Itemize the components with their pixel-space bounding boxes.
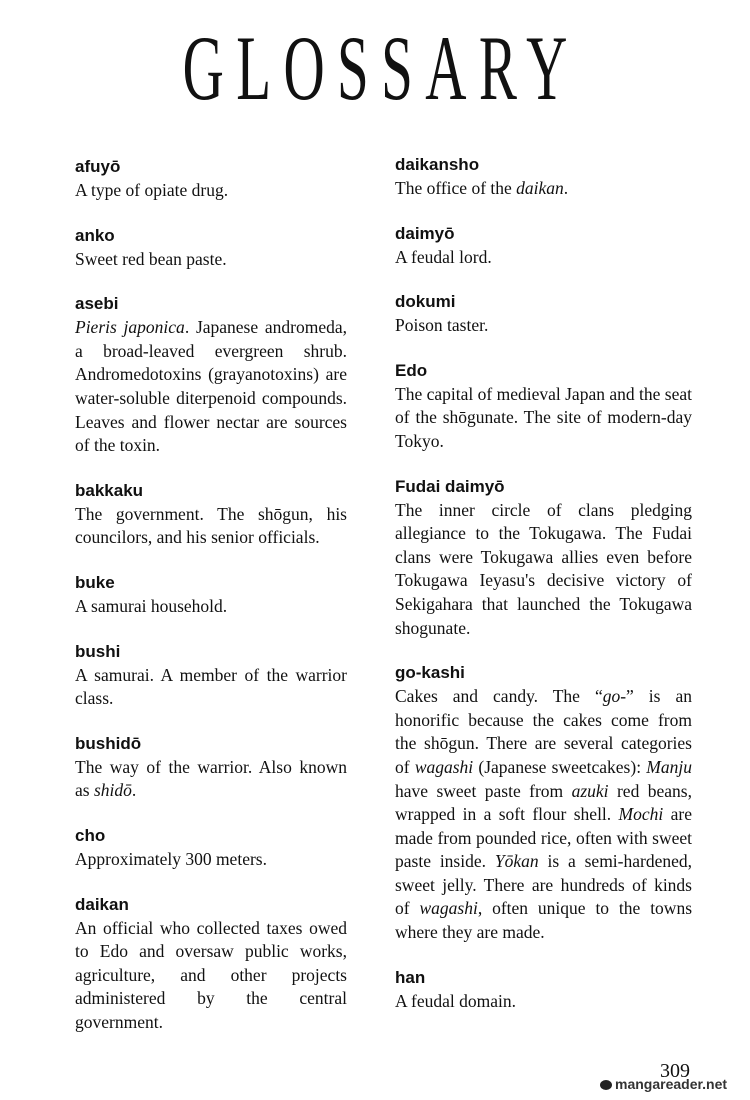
glossary-entry xyxy=(75,894,347,1035)
glossary-term: cho xyxy=(75,825,106,845)
definition-text: The office of the xyxy=(395,178,517,198)
glossary-entry xyxy=(75,733,347,803)
glossary-term: asebi xyxy=(75,294,119,314)
glossary-definition xyxy=(395,499,692,641)
glossary-definition xyxy=(75,316,347,458)
page-number: 309 xyxy=(660,1060,690,1082)
definition-text: The government. The shōgun, his councilors, and his senior officials. xyxy=(75,503,347,548)
watermark-text: mangareader.net xyxy=(615,1076,728,1092)
glossary-definition xyxy=(75,595,347,619)
glossary-term: Fudai daimyō xyxy=(395,476,505,496)
glossary-term: dokumi xyxy=(395,292,456,312)
definition-text: . xyxy=(563,178,569,198)
glossary-term: bushi xyxy=(75,641,121,661)
glossary-term: anko xyxy=(75,225,115,245)
glossary-term: afuyō xyxy=(75,157,121,176)
glossary-definition xyxy=(75,179,347,203)
glossary-definition xyxy=(75,503,347,550)
glossary-definition xyxy=(395,383,692,454)
definition-italic-text: daikan xyxy=(516,178,564,198)
definition-text: are made from pounded rice, often with sweet paste inside. xyxy=(395,804,692,872)
glossary-entry xyxy=(75,572,347,619)
definition-text: A type of opiate drug. xyxy=(75,180,229,200)
definition-italic-text: azuki xyxy=(571,780,609,801)
definition-italic-text: go- xyxy=(602,686,627,707)
definition-text: . Japanese andromeda, a broad-leaved evergreen shrub. Andromedotoxins (grayanotoxins) are water-soluble diterpenoid compounds. Leaves and flower nectar are sources of the toxin. xyxy=(75,317,348,456)
glossary-definition xyxy=(395,314,692,338)
glossary-term: daikan xyxy=(75,894,129,914)
definition-text: have sweet paste from xyxy=(395,780,572,801)
definition-text: A feudal lord. xyxy=(395,246,492,267)
glossary-entry xyxy=(395,967,692,1014)
page-title: GLOSSARY xyxy=(182,17,580,119)
glossary-definition xyxy=(395,990,692,1014)
glossary-definition xyxy=(395,177,692,201)
definition-text: (Japanese sweetcakes): xyxy=(473,756,647,777)
glossary-definition xyxy=(75,917,347,1035)
definition-italic-text: Pieris japonica xyxy=(75,317,185,338)
definition-text: An official who collected taxes owed to Edo and oversaw public works, agriculture, and other projects administered by the central government. xyxy=(75,917,347,1032)
definition-text: A samurai. A member of the warrior class. xyxy=(75,664,347,709)
glossary-definition xyxy=(395,246,692,270)
definition-text: A samurai household. xyxy=(75,595,228,616)
definition-text: Approximately 300 meters. xyxy=(75,848,267,869)
definition-text: Sweet red bean paste. xyxy=(75,248,227,269)
definition-text: . xyxy=(131,780,137,801)
glossary-entry xyxy=(75,225,347,272)
definition-text: , often unique to the towns where they are made. xyxy=(395,898,693,943)
glossary-entry xyxy=(395,154,692,201)
glossary-entry xyxy=(395,360,692,454)
definition-text: Poison taster. xyxy=(395,315,489,336)
glossary-term: Edo xyxy=(395,360,428,380)
definition-text: is a semi-hardened, sweet jelly. There are hundreds of kinds of xyxy=(395,851,693,919)
glossary-column-left xyxy=(75,156,347,1056)
glossary-entry xyxy=(75,641,347,711)
glossary-term: buke xyxy=(75,572,115,592)
glossary-definition xyxy=(75,664,347,711)
definition-text: ” is an honorific because the cakes come from the shōgun. There are several categories of xyxy=(395,686,692,777)
glossary-entry xyxy=(395,662,692,945)
glossary-definition xyxy=(75,756,347,803)
definition-italic-text: Mochi xyxy=(618,804,664,825)
watermark xyxy=(600,1076,727,1092)
glossary-term: go-kashi xyxy=(395,663,465,683)
definition-text: red beans, wrapped in a soft flour shell. xyxy=(395,780,692,825)
definition-italic-text: shidō xyxy=(93,780,132,801)
definition-italic-text: wagashi xyxy=(414,756,474,777)
definition-italic-text: Manju xyxy=(646,756,692,777)
definition-text: The way of the warrior. Also known as xyxy=(75,756,347,801)
glossary-entry xyxy=(75,480,347,550)
glossary-entry xyxy=(395,476,692,641)
glossary-term: han xyxy=(395,967,426,987)
definition-text: The inner circle of clans pledging allegiance to the Tokugawa. The Fudai clans were Tokugawa allies even before Tokugawa Ieyasu's decisive victory of Sekigahara that launched the Tokugawa shogunate. xyxy=(395,499,692,638)
glossary-entry xyxy=(395,223,692,270)
glossary-term: daimyō xyxy=(395,223,455,243)
definition-text: A feudal domain. xyxy=(395,990,517,1011)
glossary-entry xyxy=(75,825,347,872)
glossary-term: bakkaku xyxy=(75,480,144,500)
glossary-definition xyxy=(75,848,347,872)
glossary-definition xyxy=(395,685,692,945)
glossary-entry xyxy=(395,291,692,338)
definition-text: Cakes and candy. The “ xyxy=(395,686,603,707)
glossary-column-right xyxy=(395,154,692,1035)
glossary-term: daikansho xyxy=(395,155,480,174)
glossary-definition xyxy=(75,248,347,272)
watermark-logo-icon xyxy=(600,1080,612,1090)
glossary-term: bushidō xyxy=(75,733,142,753)
definition-text: The capital of medieval Japan and the seat of the shōgunate. The site of modern-day Tokyo. xyxy=(395,383,692,451)
definition-italic-text: wagashi xyxy=(419,898,478,919)
glossary-entry xyxy=(75,293,347,458)
glossary-entry xyxy=(75,156,347,203)
definition-italic-text: Yōkan xyxy=(494,851,539,872)
